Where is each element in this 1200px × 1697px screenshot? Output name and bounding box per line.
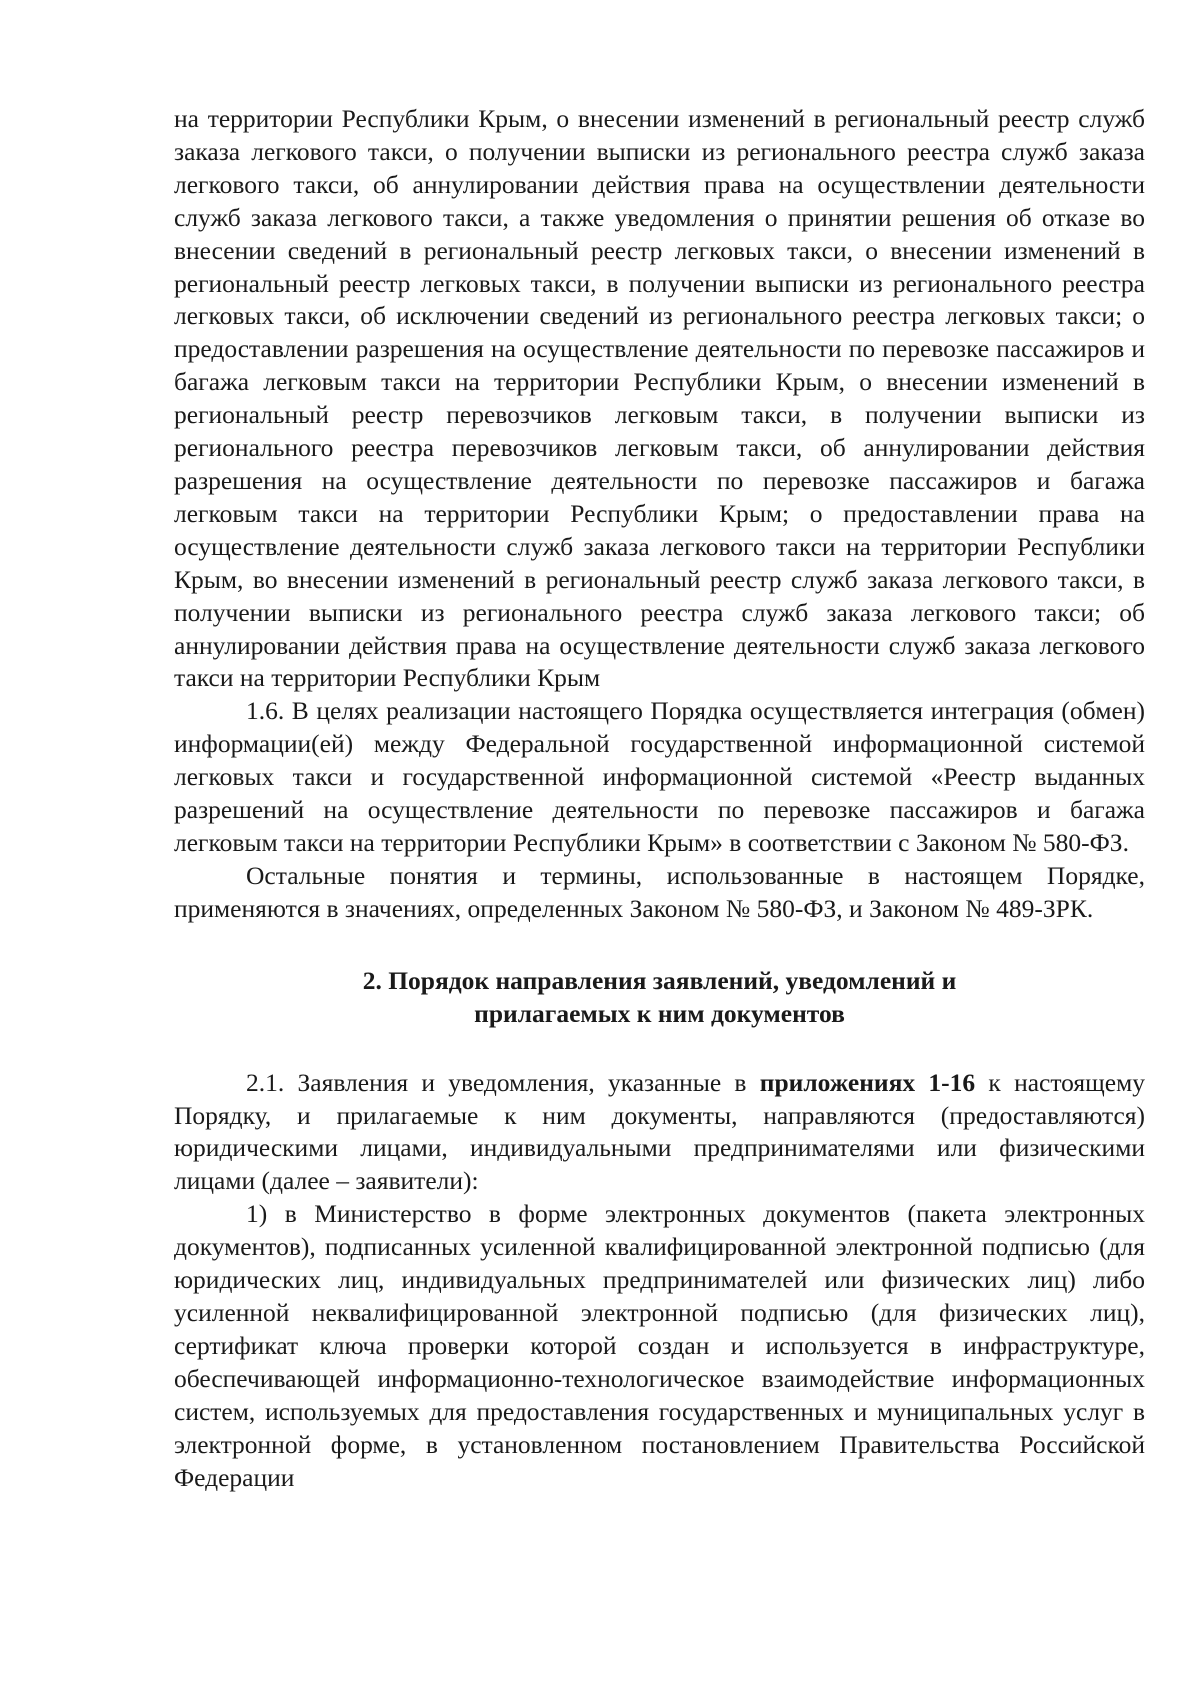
paragraph-terms: Остальные понятия и термины, использованные в настоящем Порядке, применяются в значениях, определенных Законом № 580-ФЗ, и Законом № 489-ЗРК. [174,860,1145,923]
paragraph-1-6: 1.6. В целях реализации настоящего Порядка осуществляется интеграция (обмен) информации(ей) между Федеральной государственной информационной системой легковых такси и государственной информационной системой «Реестр выданных разрешений на осуществление деятельности по перевозке пассажиров и багажа легковым такси на территории Республики Крым» в соответствии с Законом № 580-ФЗ. [174,696,1145,857]
section-heading [174,964,1145,1030]
paragraph-item-1: 1) в Министерство в форме электронных документов (пакета электронных документов), подписанных усиленной квалифицированной электронной подписью (для юридических лиц, индивидуальных предпринимателей или физических лиц) либо усиленной неквалифицированной электронной подписью (для физических лиц), сертификат ключа проверки которой создан и используется в инфраструктуре, обеспечивающей информационно-технологическое взаимодействие информационных систем, используемых для предоставления государственных и муниципальных услуг в электронной форме, в установленном постановлением Правительства Российской Федерации [174,1199,1145,1492]
paragraph-2-1-start: 2.1. Заявления и уведомления, указанные в [246,1067,760,1097]
paragraph-2-1-end: к настоящему Порядку, и прилагаемые к ним документы, направляются (предоставляются) юридическими лицами, индивидуальными предпринимателями или физическими лицами (далее – заявители): [174,1067,1145,1196]
section-heading-line-2: прилагаемых к ним документов [474,998,845,1028]
section-heading-line-1: 2. Порядок направления заявлений, уведомлений и [362,965,957,995]
paragraph-2-1-bold: приложениях 1-16 [759,1067,976,1097]
paragraph-2-1 [174,1067,1145,1199]
document-body [174,103,1145,1494]
paragraph-continuation: на территории Республики Крым, о внесении изменений в региональный реестр служб заказа легкового такси, о получении выписки из регионального реестра служб заказа легкового такси, об аннулировании действия права на осуществлении деятельности служб заказа легкового такси, а также уведомления о принятии решения об отказе во внесении сведений в региональный реестр легковых такси, о внесении изменений в региональный реестр легковых такси, в получении выписки из регионального реестра легковых такси, об исключении сведений из регионального реестра легковых такси; о предоставлении разрешения на осуществление деятельности по перевозке пассажиров и багажа легковым такси на территории Республики Крым, о внесении изменений в региональный реестр перевозчиков легковым такси, в получении выписки из регионального реестра перевозчиков легковым такси, об аннулировании действия разрешения на осуществление деятельности по перевозке пассажиров и багажа легковым такси на территории Республики Крым; о предоставлении права на осуществление деятельности служб заказа легкового такси на территории Республики Крым, во внесении изменений в региональный реестр служб заказа легкового такси, в получении выписки из регионального реестра служб заказа легкового такси; об аннулировании действия права на осуществление деятельности служб заказа легкового такси на территории Республики Крым [174,104,1145,693]
